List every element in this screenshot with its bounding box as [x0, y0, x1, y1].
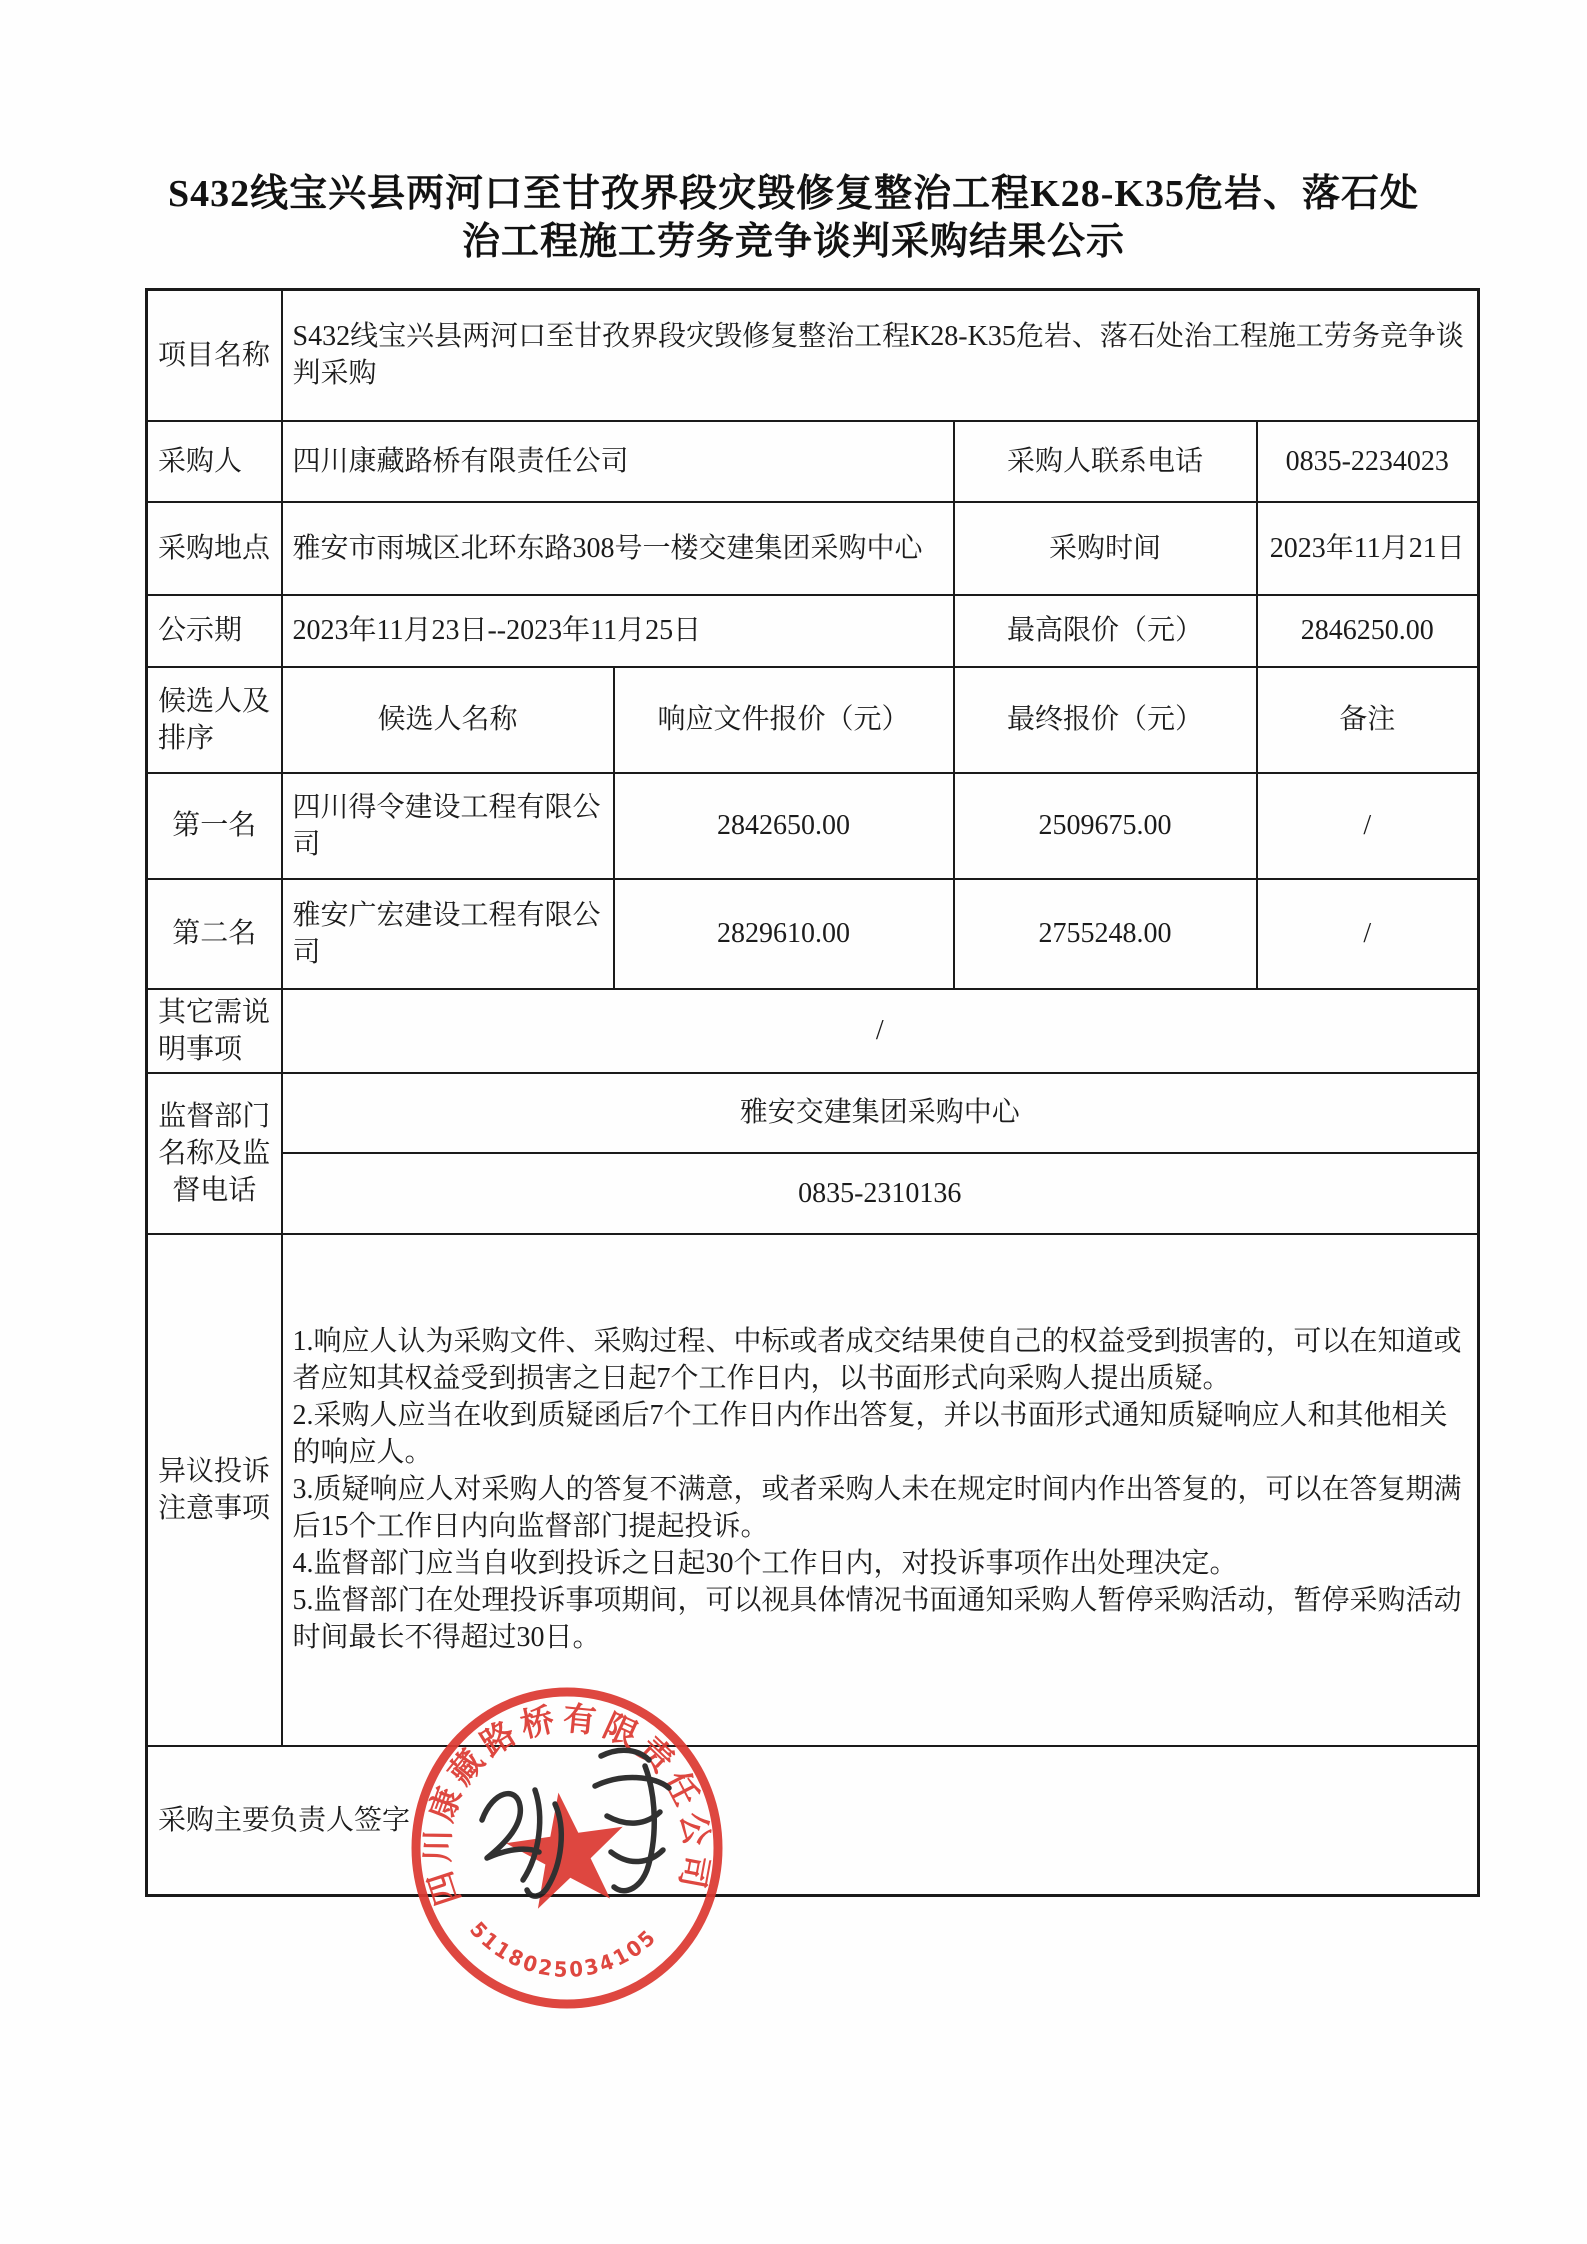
location-label: 采购地点	[147, 502, 282, 595]
row-signature	[147, 1746, 1479, 1896]
location-value: 雅安市雨城区北环东路308号一楼交建集团采购中心	[282, 502, 954, 595]
max-price-label: 最高限价（元）	[954, 595, 1257, 667]
objection-item-3: 3.质疑响应人对采购人的答复不满意，或者采购人未在规定时间内作出答复的，可以在答复期满后15个工作日内向监督部门提起投诉。	[292, 1474, 1462, 1542]
supervision-phone-value: 0835-2310136	[282, 1153, 1479, 1234]
row-project-name	[147, 290, 1479, 421]
row-candidates-header	[147, 667, 1479, 773]
header-final-price: 最终报价（元）	[954, 667, 1257, 773]
row-objection-notes	[147, 1234, 1479, 1746]
publicity-period-value: 2023年11月23日--2023年11月25日	[282, 595, 954, 667]
announcement-table	[145, 288, 1480, 1897]
candidate-2-final-price: 2755248.00	[954, 879, 1257, 989]
row-location	[147, 502, 1479, 595]
candidate-2-remark: /	[1257, 879, 1479, 989]
project-name-label: 项目名称	[147, 290, 282, 421]
row-purchaser	[147, 421, 1479, 502]
candidate-1-final-price: 2509675.00	[954, 773, 1257, 879]
candidate-1-name: 四川得令建设工程有限公司	[282, 773, 614, 879]
header-remark: 备注	[1257, 667, 1479, 773]
objection-item-4: 4.监督部门应当自收到投诉之日起30个工作日内，对投诉事项作出处理决定。	[292, 1548, 1238, 1579]
purchase-time-value: 2023年11月21日	[1257, 502, 1479, 595]
seal-number-text: 5118025034105	[465, 1917, 663, 1983]
signature-label: 采购主要负责人签字	[147, 1746, 1479, 1896]
svg-text:5118025034105	[465, 1917, 662, 1982]
objection-item-2: 2.采购人应当在收到质疑函后7个工作日内作出答复，并以书面形式通知质疑响应人和其他相关的响应人。	[292, 1400, 1448, 1468]
candidate-2-name: 雅安广宏建设工程有限公司	[282, 879, 614, 989]
document-title-line2: 治工程施工劳务竞争谈判采购结果公示	[461, 221, 1125, 263]
supervision-dept-value: 雅安交建集团采购中心	[282, 1073, 1479, 1153]
document-title-line1: S432线宝兴县两河口至甘孜界段灾毁修复整治工程K28-K35危岩、落石处	[168, 173, 1419, 215]
purchaser-label: 采购人	[147, 421, 282, 502]
row-supervision-phone	[147, 1153, 1479, 1234]
objection-label: 异议投诉注意事项	[147, 1234, 282, 1746]
row-publicity-period	[147, 595, 1479, 667]
project-name-value: S432线宝兴县两河口至甘孜界段灾毁修复整治工程K28-K35危岩、落石处治工程施工劳务竞争谈判采购	[282, 290, 1479, 421]
seal-company-text: 四川康藏路桥有限责任公司	[420, 1701, 714, 1910]
candidate-2-doc-price: 2829610.00	[614, 879, 954, 989]
row-other-notes	[147, 989, 1479, 1073]
purchase-time-label: 采购时间	[954, 502, 1257, 595]
max-price-value: 2846250.00	[1257, 595, 1479, 667]
candidate-1-rank: 第一名	[147, 773, 282, 879]
table-row-candidate-1	[147, 773, 1479, 879]
candidate-1-doc-price: 2842650.00	[614, 773, 954, 879]
purchaser-value: 四川康藏路桥有限责任公司	[282, 421, 954, 502]
candidate-1-remark: /	[1257, 773, 1479, 879]
row-supervision-dept	[147, 1073, 1479, 1153]
objection-items	[282, 1234, 1479, 1746]
table-row-candidate-2	[147, 879, 1479, 989]
objection-item-1: 1.响应人认为采购文件、采购过程、中标或者成交结果使自己的权益受到损害的，可以在知道或者应知其权益受到损害之日起7个工作日内，以书面形式向采购人提出质疑。	[292, 1326, 1462, 1394]
publicity-period-label: 公示期	[147, 595, 282, 667]
candidate-2-rank: 第二名	[147, 879, 282, 989]
purchaser-phone-label: 采购人联系电话	[954, 421, 1257, 502]
document-title	[40, 170, 1547, 266]
purchaser-phone-value: 0835-2234023	[1257, 421, 1479, 502]
header-candidate-name: 候选人名称	[282, 667, 614, 773]
other-notes-value: /	[282, 989, 1479, 1073]
other-notes-label: 其它需说明事项	[147, 989, 282, 1073]
objection-item-5: 5.监督部门在处理投诉事项期间，可以视具体情况书面通知采购人暂停采购活动，暂停采购活动时间最长不得超过30日。	[292, 1585, 1462, 1653]
candidates-rank-label: 候选人及排序	[147, 667, 282, 773]
supervision-label: 监督部门名称及监督电话	[147, 1073, 282, 1234]
header-doc-price: 响应文件报价（元）	[614, 667, 954, 773]
